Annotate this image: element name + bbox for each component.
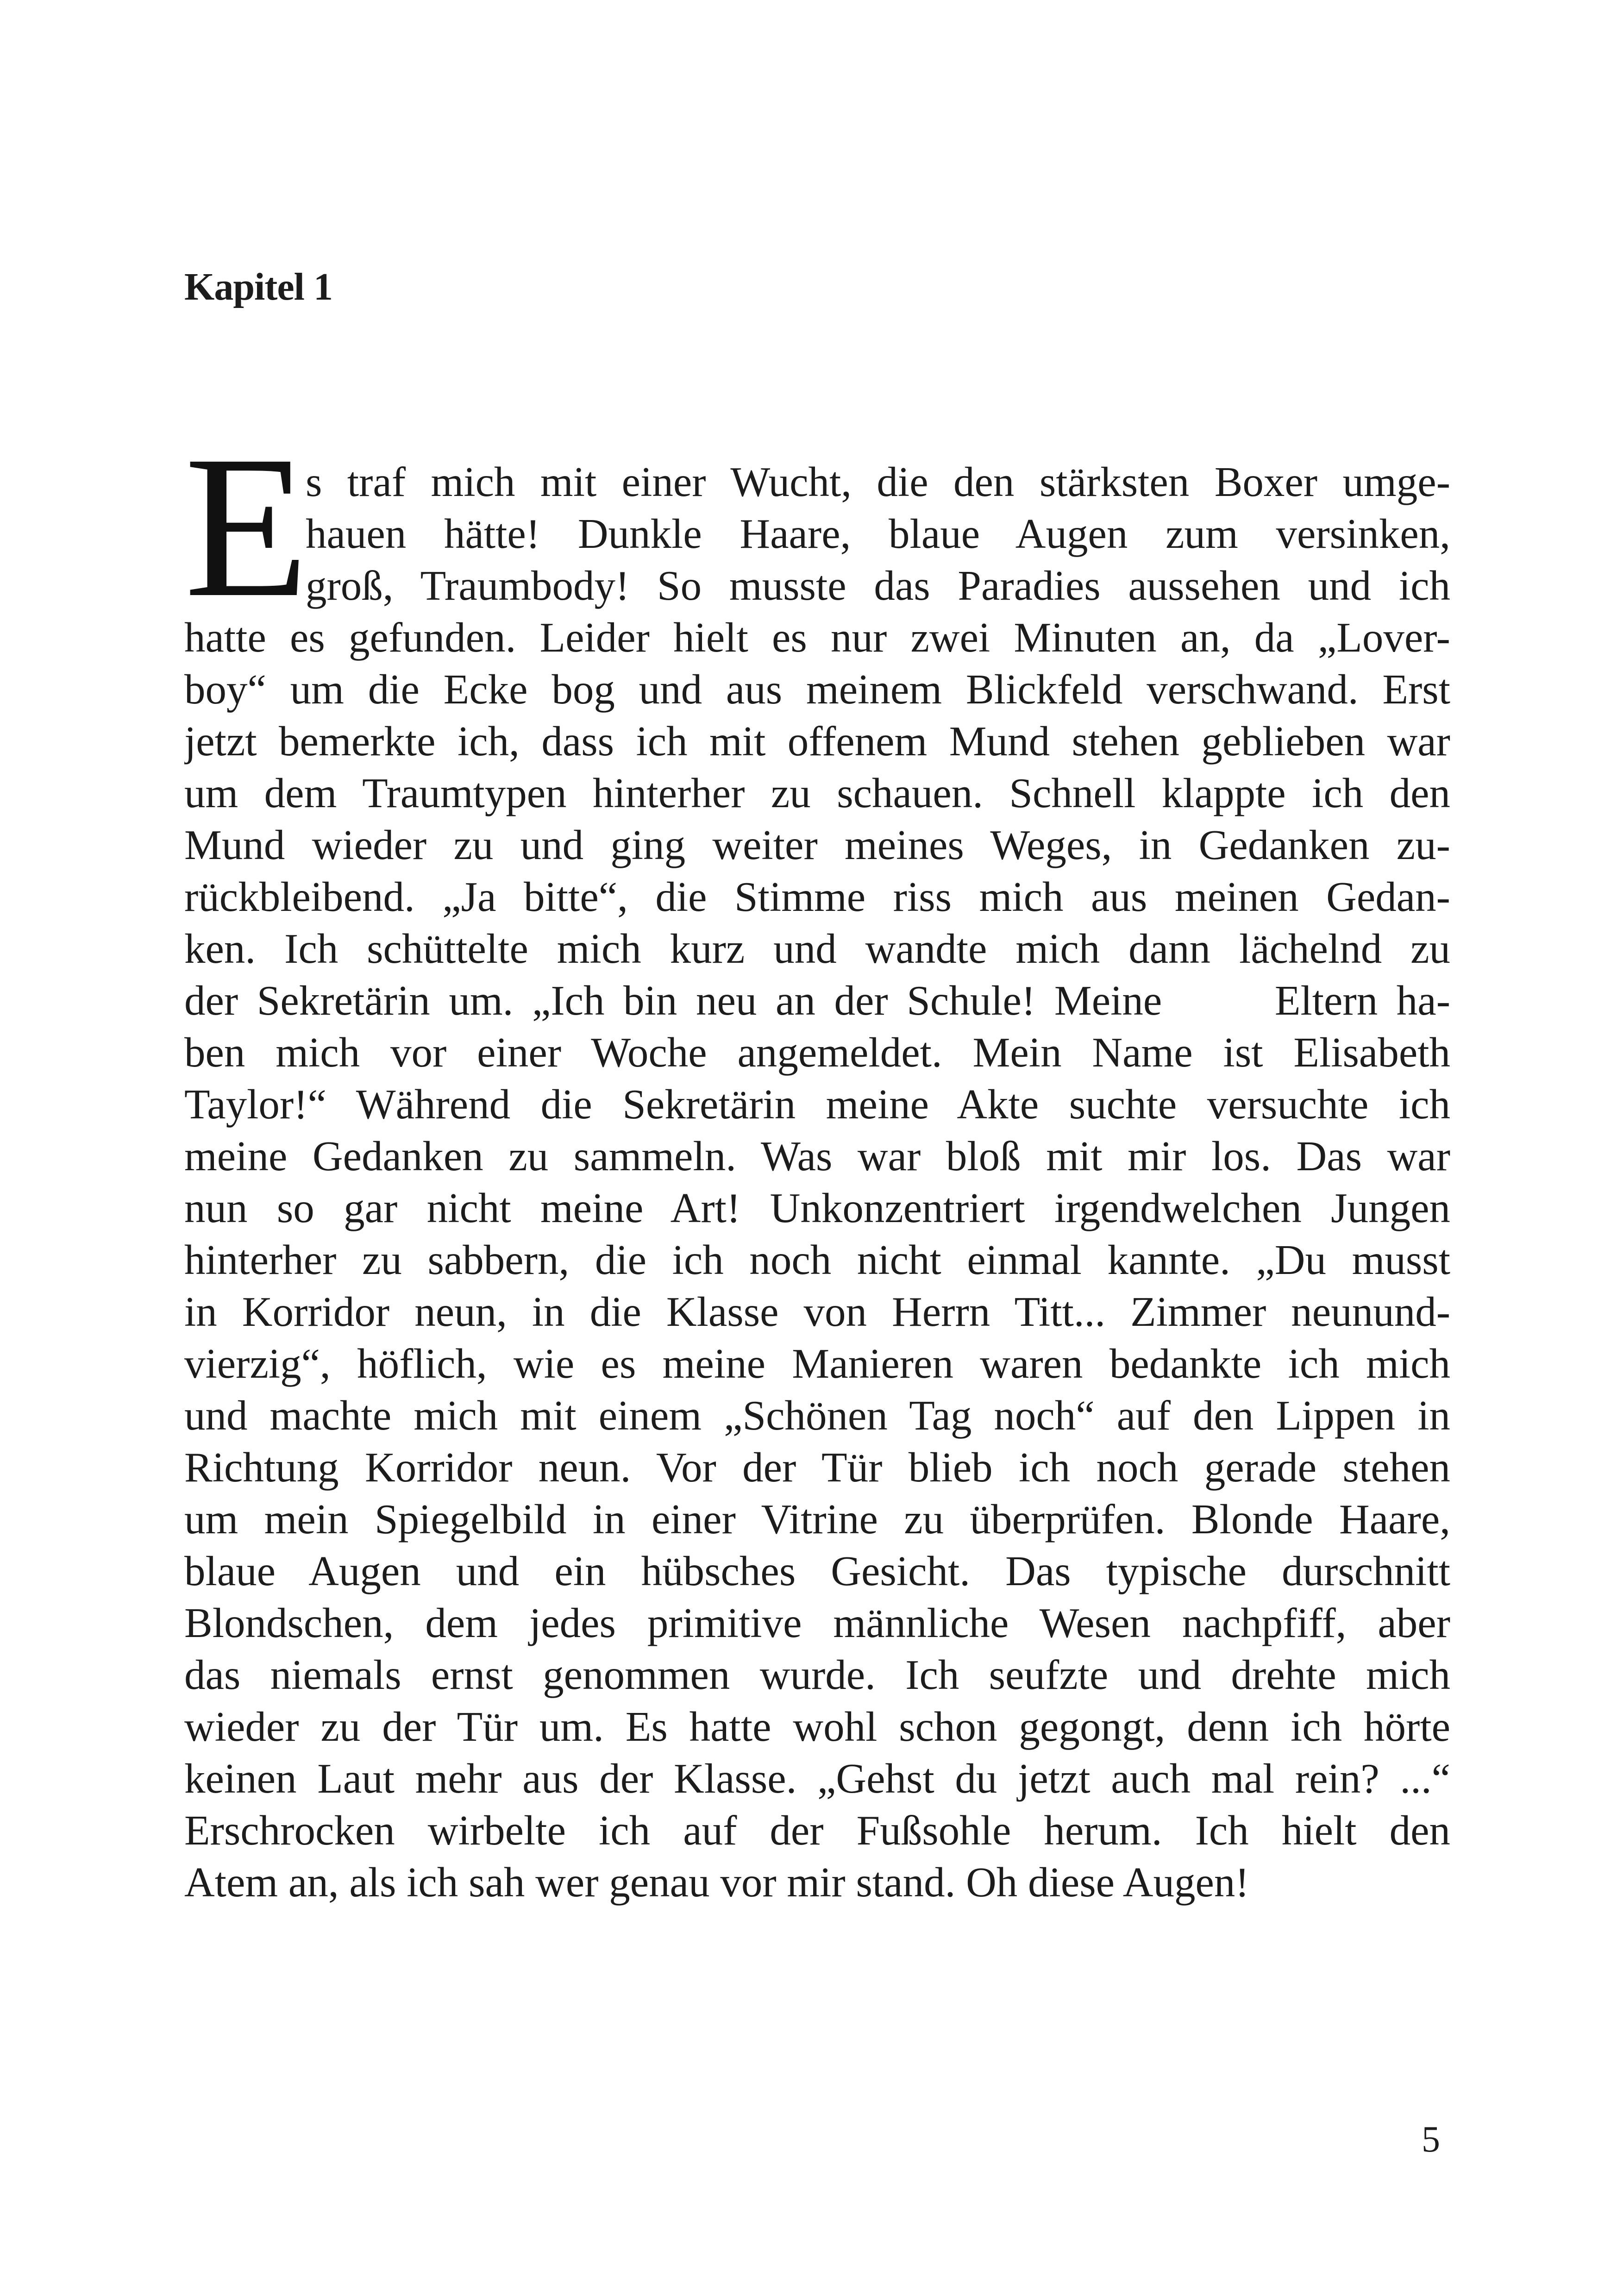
- text-line: blaue Augen und ein hübsches Gesicht. Das typische durschnitt: [184, 1548, 1450, 1594]
- text-line: um mein Spiegelbild in einer Vitrine zu überprüfen. Blonde Haare,: [184, 1496, 1450, 1543]
- drop-cap-initial: E: [184, 414, 309, 640]
- text-line: rückbleibend. „Ja bitte“, die Stimme riss mich aus meinen Gedan-: [184, 873, 1450, 920]
- text-line: jetzt bemerkte ich, dass ich mit offenem Mund stehen geblieben war: [184, 718, 1450, 765]
- text-line: der Sekretärin um. „Ich bin neu an der Schule! Meine Eltern ha-: [184, 977, 1450, 1024]
- text-line: hatte es gefunden. Leider hielt es nur zwei Minuten an, da „Lover-: [184, 614, 1450, 661]
- text-line: in Korridor neun, in die Klasse von Herrn Titt... Zimmer neunund-: [184, 1288, 1450, 1335]
- text-line: boy“ um die Ecke bog und aus meinem Blickfeld verschwand. Erst: [184, 666, 1450, 713]
- text-line: keinen Laut mehr aus der Klasse. „Gehst du jetzt auch mal rein? ...“: [184, 1755, 1450, 1802]
- text-line: Erschrocken wirbelte ich auf der Fußsohle herum. Ich hielt den: [184, 1807, 1450, 1854]
- text-line: um dem Traumtypen hinterher zu schauen. Schnell klappte ich den: [184, 770, 1450, 816]
- text-line: wieder zu der Tür um. Es hatte wohl schon gegongt, denn ich hörte: [184, 1703, 1450, 1750]
- text-line: und machte mich mit einem „Schönen Tag noch“ auf den Lippen in: [184, 1392, 1450, 1439]
- page-number: 5: [1422, 2119, 1440, 2160]
- text-line: Mund wieder zu und ging weiter meines Weges, in Gedanken zu-: [184, 822, 1450, 868]
- text-line: nun so gar nicht meine Art! Unkonzentriert irgendwelchen Jungen: [184, 1185, 1450, 1231]
- text-line: groß, Traumbody! So musste das Paradies aussehen und ich: [306, 562, 1450, 609]
- chapter-title: Kapitel 1: [184, 265, 332, 308]
- text-line: hauen hätte! Dunkle Haare, blaue Augen zum versinken,: [306, 510, 1450, 557]
- text-line: meine Gedanken zu sammeln. Was war bloß mit mir los. Das war: [184, 1133, 1450, 1179]
- text-line: Richtung Korridor neun. Vor der Tür blieb ich noch gerade stehen: [184, 1444, 1450, 1491]
- text-line: Atem an, als ich sah wer genau vor mir stand. Oh diese Augen!: [184, 1859, 1249, 1906]
- text-line: ben mich vor einer Woche angemeldet. Mein Name ist Elisabeth: [184, 1029, 1450, 1076]
- chapter-body-text: [184, 456, 1450, 1908]
- text-line: Blondschen, dem jedes primitive männliche Wesen nachpfiff, aber: [184, 1600, 1450, 1646]
- text-line: Taylor!“ Während die Sekretärin meine Akte suchte versuchte ich: [184, 1081, 1450, 1128]
- text-line: ken. Ich schüttelte mich kurz und wandte mich dann lächelnd zu: [184, 925, 1450, 972]
- text-line: hinterher zu sabbern, die ich noch nicht einmal kannte. „Du musst: [184, 1236, 1450, 1283]
- text-line: vierzig“, höflich, wie es meine Manieren waren bedankte ich mich: [184, 1340, 1450, 1387]
- text-line: das niemals ernst genommen wurde. Ich seufzte und drehte mich: [184, 1651, 1450, 1698]
- text-line: s traf mich mit einer Wucht, die den stärksten Boxer umge-: [306, 458, 1450, 505]
